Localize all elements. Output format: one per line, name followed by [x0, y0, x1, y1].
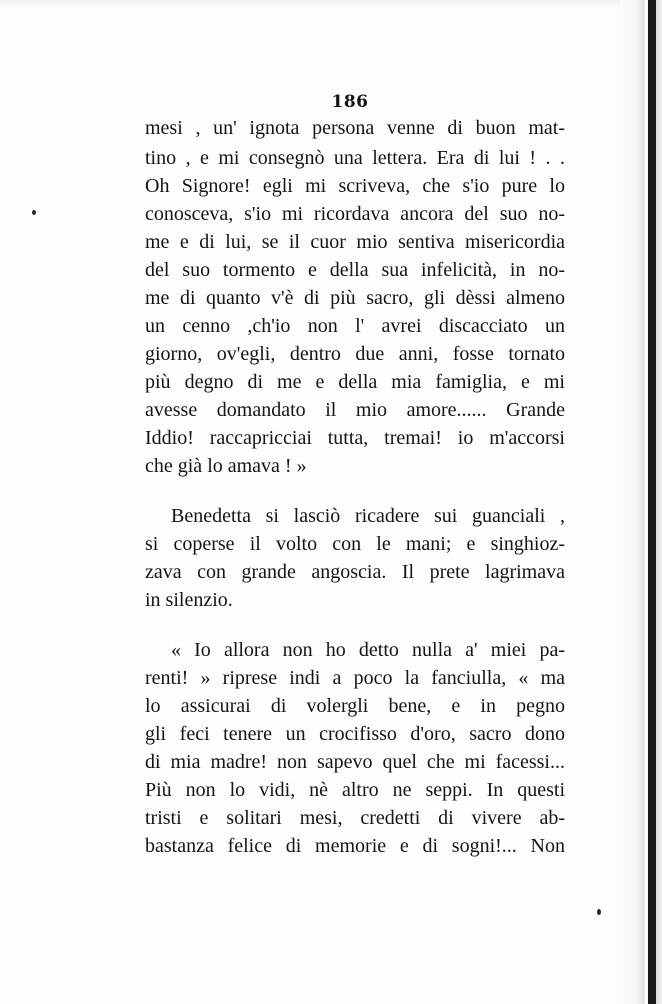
text-line: un cenno ,ch'io non l' avrei discacciato un [145, 315, 565, 337]
text-line: me e di lui, se il cuor mio sentiva misericordia [145, 231, 565, 253]
scan-speck [32, 210, 36, 215]
scan-speck [597, 909, 601, 915]
text-line: Più non lo vidi, nè altro ne seppi. In questi [145, 779, 565, 801]
text-line: di mia madre! non sapevo quel che mi facessi... [145, 751, 565, 773]
text-line: renti! » riprese indi a poco la fanciulla, « ma [145, 667, 565, 689]
text-line: gli feci tenere un crocifisso d'oro, sacro dono [145, 723, 565, 745]
text-line: tristi e solitari mesi, credetti di vivere ab- [145, 807, 565, 829]
page-top-shadow [0, 0, 620, 8]
text-line: Iddio! raccapricciai tutta, tremai! io m'accorsi [145, 427, 565, 449]
text-line: lo assicurai di volergli bene, e in pegno [145, 695, 565, 717]
text-line: zava con grande angoscia. Il prete lagrimava [145, 561, 565, 583]
text-line: tino , e mi consegnò una lettera. Era di lui ! . . [145, 147, 565, 169]
text-line: si coperse il volto con le mani; e singhioz- [145, 533, 565, 555]
text-line: « Io allora non ho detto nulla a' miei pa- [171, 639, 565, 661]
text-line: del suo tormento e della sua infelicità, in no- [145, 259, 565, 281]
page-number: 186 [331, 92, 369, 112]
text-line: conosceva, s'io mi ricordava ancora del suo no- [145, 203, 565, 225]
text-line: mesi , un' ignota persona venne di buon mat- [145, 117, 565, 139]
binding-edge [618, 0, 662, 1004]
text-line: Oh Signore! egli mi scriveva, che s'io pure lo [145, 175, 565, 197]
text-line: più degno di me e della mia famiglia, e mi [145, 371, 565, 393]
text-line: avesse domandato il mio amore...... Grande [145, 399, 565, 421]
text-line: bastanza felice di memorie e di sogni!... Non [145, 835, 565, 857]
text-line: in silenzio. [145, 589, 233, 611]
text-line: me di quanto v'è di più sacro, gli dèssi almeno [145, 287, 565, 309]
text-line: che già lo amava ! » [145, 455, 307, 477]
text-line: giorno, ov'egli, dentro due anni, fosse tornato [145, 343, 565, 365]
text-line: Benedetta si lasciò ricadere sui guanciali , [171, 505, 565, 527]
